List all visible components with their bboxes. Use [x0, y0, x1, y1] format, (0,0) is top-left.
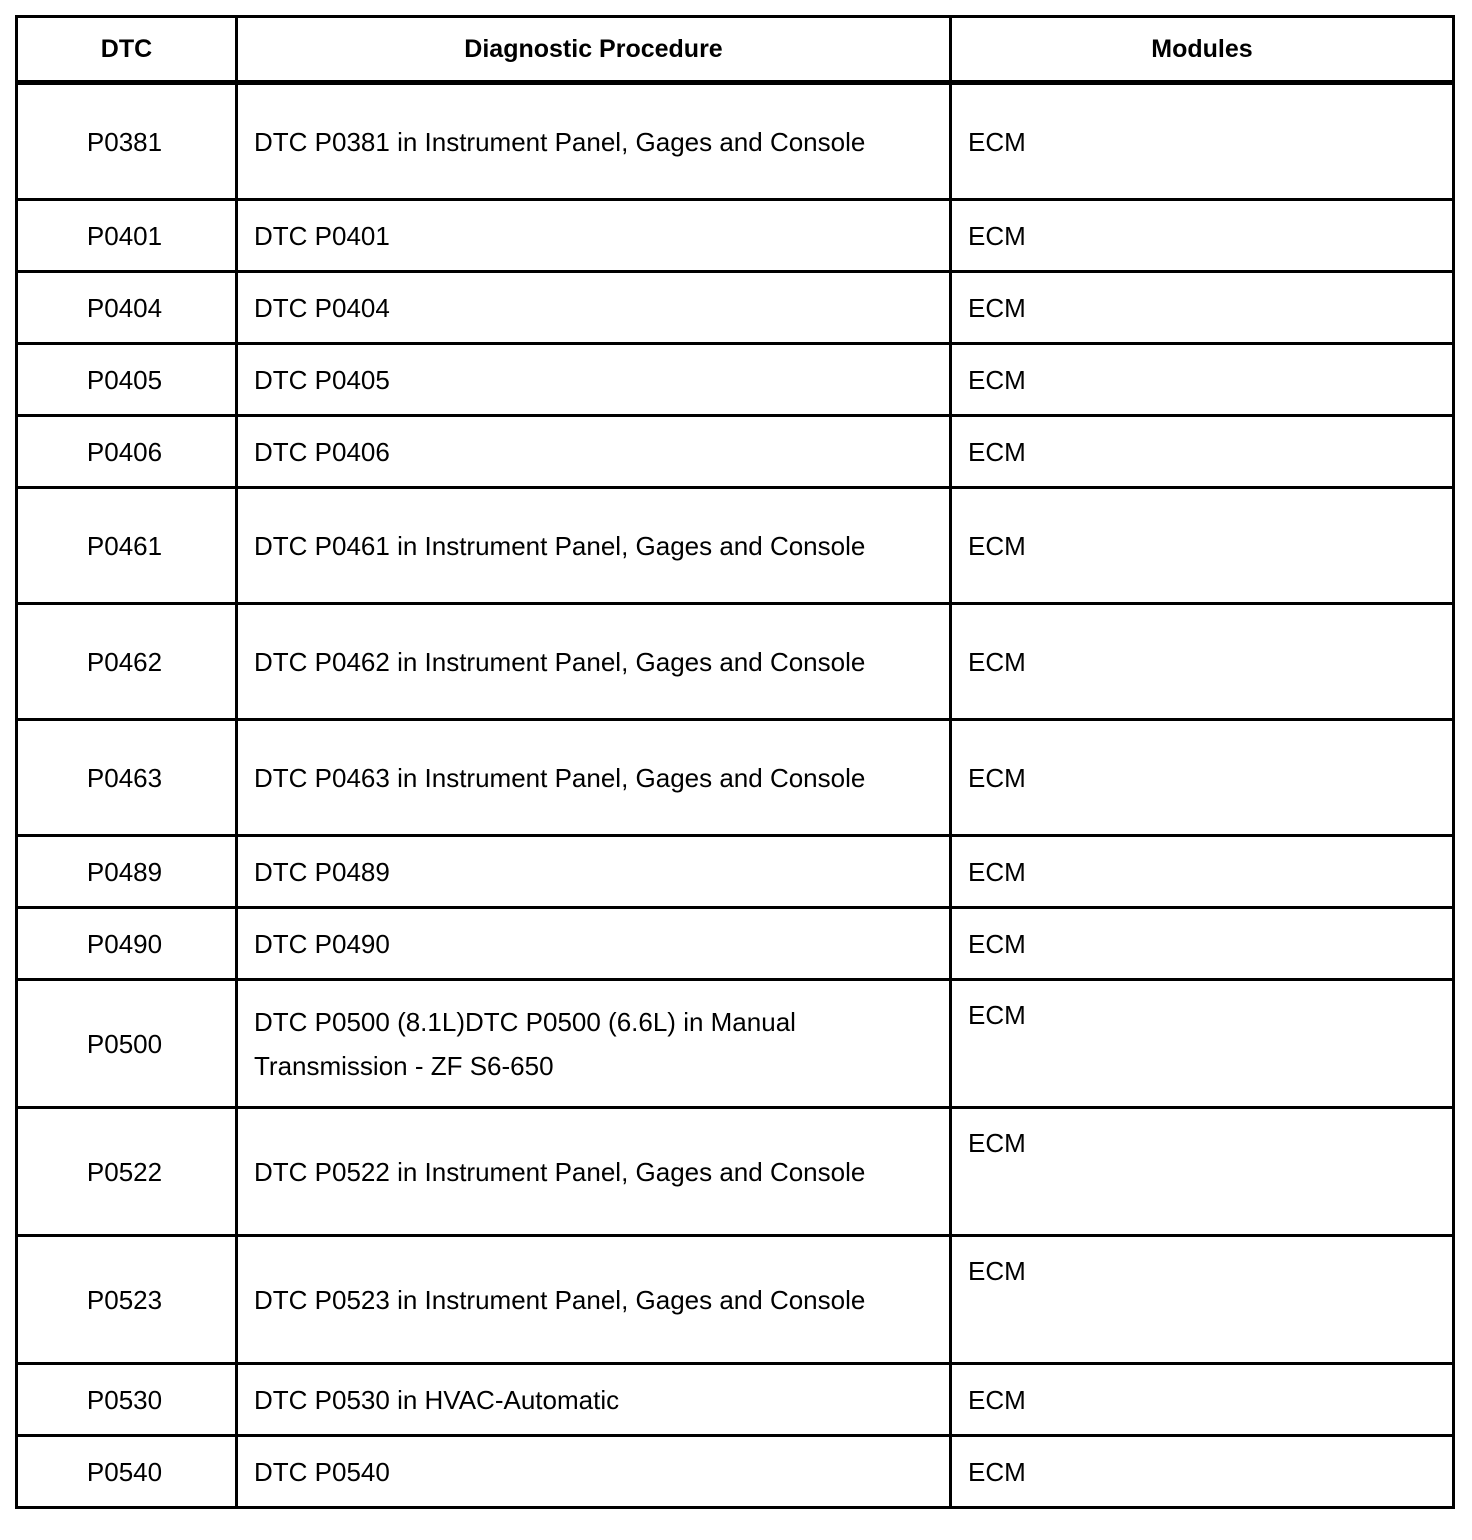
dtc-code: P0462 — [17, 604, 237, 720]
diagnostic-procedure: DTC P0404 — [237, 272, 951, 344]
dtc-code: P0490 — [17, 908, 237, 980]
table-header — [17, 17, 1454, 83]
table-row — [17, 1236, 1454, 1364]
module: ECM — [951, 1236, 1454, 1364]
table-row — [17, 272, 1454, 344]
table-row — [17, 1108, 1454, 1236]
diagnostic-procedure: DTC P0462 in Instrument Panel, Gages and Console — [237, 604, 951, 720]
table-row — [17, 604, 1454, 720]
module: ECM — [951, 980, 1454, 1108]
diagnostic-procedure: DTC P0461 in Instrument Panel, Gages and Console — [237, 488, 951, 604]
module: ECM — [951, 272, 1454, 344]
header-dtc: DTC — [17, 17, 237, 83]
dtc-code: P0401 — [17, 200, 237, 272]
module: ECM — [951, 344, 1454, 416]
dtc-code: P0523 — [17, 1236, 237, 1364]
diagnostic-procedure: DTC P0523 in Instrument Panel, Gages and Console — [237, 1236, 951, 1364]
diagnostic-procedure: DTC P0530 in HVAC-Automatic — [237, 1364, 951, 1436]
module: ECM — [951, 1108, 1454, 1236]
diagnostic-procedure: DTC P0463 in Instrument Panel, Gages and Console — [237, 720, 951, 836]
diagnostic-procedure: DTC P0540 — [237, 1436, 951, 1508]
dtc-code: P0530 — [17, 1364, 237, 1436]
module: ECM — [951, 83, 1454, 200]
diagnostic-procedure: DTC P0490 — [237, 908, 951, 980]
module: ECM — [951, 836, 1454, 908]
diagnostic-procedure: DTC P0405 — [237, 344, 951, 416]
dtc-code: P0381 — [17, 83, 237, 200]
dtc-code: P0406 — [17, 416, 237, 488]
diagnostic-procedure: DTC P0522 in Instrument Panel, Gages and Console — [237, 1108, 951, 1236]
table-row — [17, 83, 1454, 200]
module: ECM — [951, 488, 1454, 604]
dtc-code: P0405 — [17, 344, 237, 416]
diagnostic-procedure: DTC P0406 — [237, 416, 951, 488]
table-row — [17, 488, 1454, 604]
diagnostic-procedure: DTC P0381 in Instrument Panel, Gages and Console — [237, 83, 951, 200]
table-row — [17, 980, 1454, 1108]
module: ECM — [951, 416, 1454, 488]
dtc-code: P0461 — [17, 488, 237, 604]
dtc-code: P0404 — [17, 272, 237, 344]
header-diagnostic-procedure: Diagnostic Procedure — [237, 17, 951, 83]
diagnostic-procedure: DTC P0489 — [237, 836, 951, 908]
module: ECM — [951, 720, 1454, 836]
table-row — [17, 836, 1454, 908]
table-row — [17, 908, 1454, 980]
module: ECM — [951, 604, 1454, 720]
module: ECM — [951, 1436, 1454, 1508]
table-row — [17, 416, 1454, 488]
module: ECM — [951, 200, 1454, 272]
dtc-table — [15, 15, 1455, 1509]
module: ECM — [951, 908, 1454, 980]
dtc-code: P0489 — [17, 836, 237, 908]
header-row — [17, 17, 1454, 83]
diagnostic-procedure: DTC P0500 (8.1L)DTC P0500 (6.6L) in Manual Transmission - ZF S6-650 — [237, 980, 951, 1108]
dtc-code: P0522 — [17, 1108, 237, 1236]
table-row — [17, 1436, 1454, 1508]
table-row — [17, 720, 1454, 836]
dtc-code: P0500 — [17, 980, 237, 1108]
diagnostic-procedure: DTC P0401 — [237, 200, 951, 272]
table-row — [17, 1364, 1454, 1436]
table-row — [17, 200, 1454, 272]
dtc-code: P0540 — [17, 1436, 237, 1508]
table-body — [17, 83, 1454, 1508]
header-modules: Modules — [951, 17, 1454, 83]
dtc-code: P0463 — [17, 720, 237, 836]
module: ECM — [951, 1364, 1454, 1436]
table-row — [17, 344, 1454, 416]
